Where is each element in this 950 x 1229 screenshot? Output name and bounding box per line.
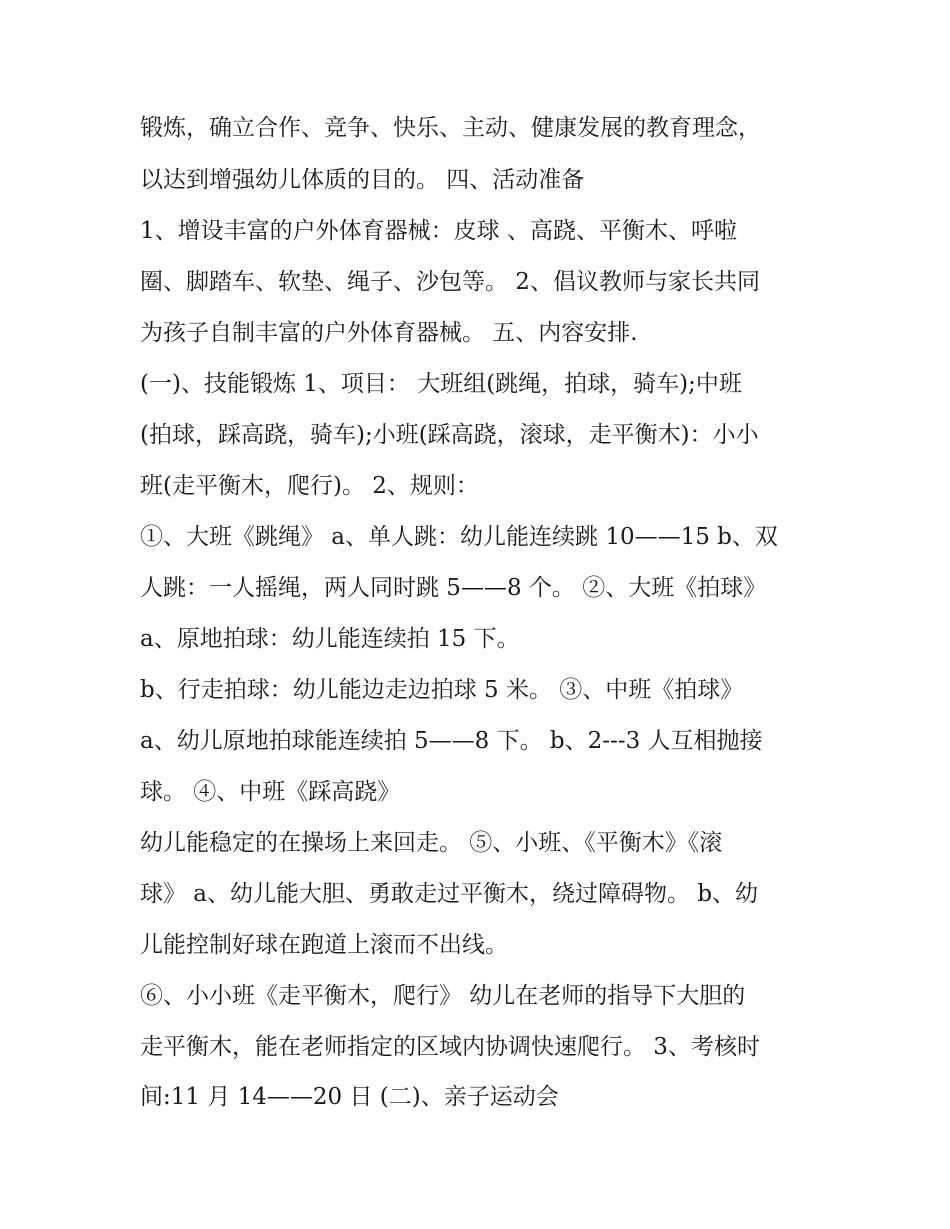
text-line: (一)、技能锻炼 1、项目： 大班组(跳绳，拍球，骑车);中班 bbox=[140, 371, 742, 397]
text-line: 为孩子自制丰富的户外体育器械。 五、内容安排. bbox=[140, 320, 638, 346]
text-line: 1、增设丰富的户外体育器械：皮球 、高跷、平衡木、呼啦 bbox=[140, 218, 737, 244]
text-line: b、行走拍球：幼儿能边走边拍球 5 米。 ③、中班《拍球》 bbox=[140, 677, 744, 703]
text-line: 以达到增强幼儿体质的目的。 四、活动准备 bbox=[140, 167, 585, 193]
text-line: 锻炼，确立合作、竞争、快乐、主动、健康发展的教育理念， bbox=[140, 115, 761, 141]
text-line: 间:11 月 14——20 日 (二)、亲子运动会 bbox=[140, 1084, 559, 1110]
text-line: 幼儿能稳定的在操场上来回走。 ⑤、小班、《平衡木》《滚 bbox=[140, 830, 723, 856]
text-line: ①、大班《跳绳》 a、单人跳：幼儿能连续跳 10——15 b、双 bbox=[140, 524, 778, 550]
text-line: 圈、脚踏车、软垫、绳子、沙包等。 2、倡议教师与家长共同 bbox=[140, 269, 760, 295]
text-line: 人跳：一人摇绳，两人同时跳 5——8 个。 ②、大班《拍球》 bbox=[140, 575, 767, 601]
text-line: 班(走平衡木，爬行)。 2、规则： bbox=[140, 473, 479, 499]
text-line: a、原地拍球：幼儿能连续拍 15 下。 bbox=[140, 626, 520, 652]
text-line: a、幼儿原地拍球能连续拍 5——8 下。 b、2---3 人互相抛接 bbox=[140, 728, 763, 754]
text-line: (拍球，踩高跷，骑车);小班(踩高跷，滚球，走平衡木)：小小 bbox=[140, 422, 759, 448]
text-line: 儿能控制好球在跑道上滚而不出线。 bbox=[140, 932, 508, 958]
text-line: 走平衡木，能在老师指定的区域内协调快速爬行。 3、考核时 bbox=[140, 1034, 760, 1060]
text-line: ⑥、小小班《走平衡木，爬行》 幼儿在老师的指导下大胆的 bbox=[140, 983, 746, 1009]
text-line: 球。 ④、中班《踩高跷》 bbox=[140, 779, 401, 805]
text-line: 球》 a、幼儿能大胆、勇敢走过平衡木，绕过障碍物。 b、幼 bbox=[140, 881, 759, 907]
